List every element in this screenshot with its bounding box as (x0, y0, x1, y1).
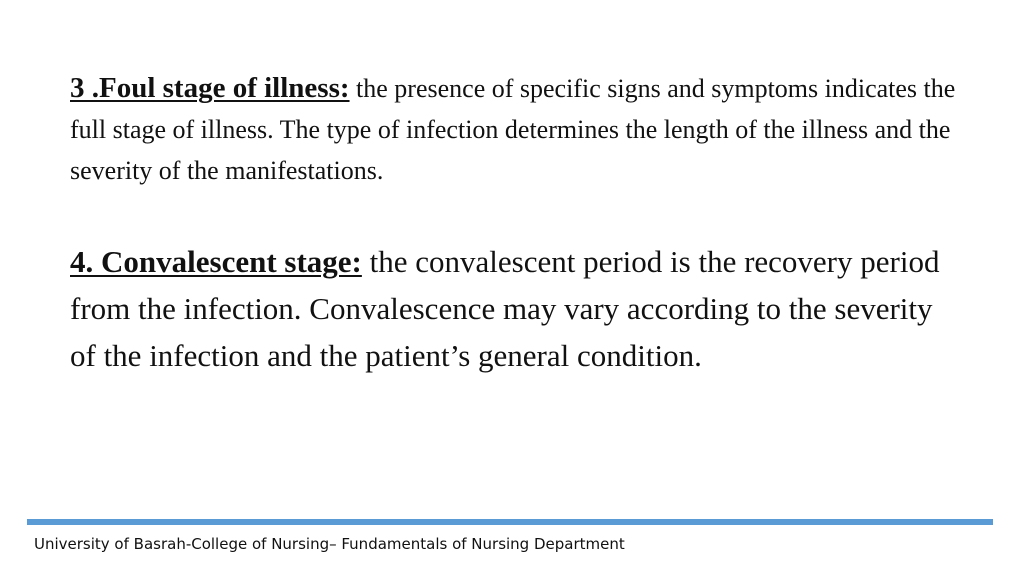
stage-4-heading: 4. Convalescent stage: (70, 244, 362, 279)
slide-content (70, 68, 960, 379)
footer-divider (27, 519, 993, 525)
stage-3-heading: 3 .Foul stage of illness: (70, 72, 350, 104)
stage-4-text: the convalescent period is the recovery period from the infection. Convalescence may vary according to the severity of the infection and the patient’s general condition. (70, 244, 940, 373)
stage-4-paragraph (70, 238, 960, 379)
stage-3-paragraph (70, 68, 960, 191)
footer-text: University of Basrah-College of Nursing– Fundamentals of Nursing Department (34, 535, 625, 553)
stage-3-text: the presence of specific signs and symptoms indicates the full stage of illness. The type of infection determines the length of the illness and the severity of the manifestations. (70, 74, 956, 185)
